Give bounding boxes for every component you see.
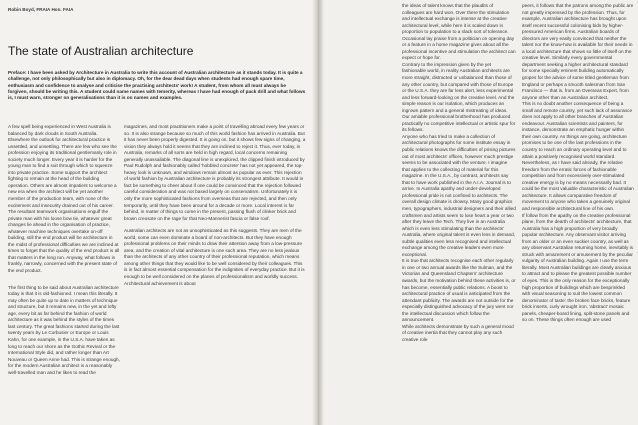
paragraph: Anyone who has tried to make a collection of architectural photographs for some institute essay in public relations knows the difficulties of prising pictures out of most architects' offices, however much prestige seems to be associated with the venture. I imagine that applies to the collecting of material for this magazine. In the U.S.A., by contrast, architects say that to have work published in the A.I.A. Journal is to arrive. In Australia apathy and under-developed professional pride is not confined to architects. The overall design climate is drowsy. Many good graphics men, typographers, industrial designers and their allied craftsmen and artists seem to lose heart a year or two after they leave the Tech. They live in an Australia which is even less stimulating than the architects' Australia, where original talent is even less in demand, subtle qualities even less recognised and intellectual exchange among the creative leaders even more exceptional. bbox=[402, 133, 516, 257]
paragraph: If follow from the apathy on the creative professional plane, from the dearth of architects' architecture, that Australia has a high proportion of very broadly popular architecture. Any observant visitor arriving from an older or an even suckier country, as well as any observant Australian returning home, inevitably is struck with amazement or amusement by the peculiar vulgarity of Australian building. Again I use the term literally. Most Australian buildings are clearly anxious to attract and to please the greatest possible number of eyes. This is the only reason for the exceptionally high proportion of buildings which are besprinkled with visual seasoning to suit the lowest common denominator of taste: the broken face bricks, feature brick inserts, curly wrought iron, 'abstract' mosaic panels, cheaper-board lining, split-stone panels and so on. These things often enough are used bbox=[522, 212, 633, 323]
preface-paragraph bbox=[8, 70, 306, 101]
paragraph: It is true that architects recognise each other regularly in one or two annual awards like the Sulman, and the Victorian and Queensland Chapters' architecture awards, but the motivation behind these activities is, or has become, essentially public relations. A boost to architectural practice of usual is anticipated from the attendant publicity. The awards are not outside for the especially distinguished advocacy of the jury went nor the intellectual discussion which follow the announcement. bbox=[402, 258, 516, 323]
left-page-column-2 bbox=[124, 124, 306, 287]
paragraph: peers, it follows that the patrons among the public are not greatly impressed by the profession. Thus, for example, Australian architecture has brought upon itself recent successful colonising bids by higher-pressured American firms. Australian boards of directors are very easily convinced that neither the talent nor the know-how is available for their needs in a local architecture that shows so little of itself on the creative level. Similarly every governmental department seeking a higher architectural standard for some specially eminent building automatically gropes for the advice of some titled gentleman from England or perhaps a smooth salesman from San Francisco — that is, from an Overseas Expert, from anyone other than an Australian architect. bbox=[522, 3, 634, 100]
right-page-column-2 bbox=[522, 3, 634, 324]
paragraph: magazines, and most practitioners make a point of travelling abroad every few years or so. It is also strange because so much of this world fashion has arrived in Australia. But it has never been properly digested. It is going on, but it shows few signs of changing, a vision they always hold it seems that they are inclined to reject it. Thus, ever today, in Australia, remarks of all sorts are held in high regard, local concerns remaining generally unassailable. The diagonal line is unexplored, the clipped finish introduced by Paul Rudolph and fashionably called 'hobbled concrete' has not yet appeared, the top-heavy look is unknown, and windows remain almost as popular as ever. This rejection of world fashion by Australian architecture is probably its strongest attribute. It would in fact be something to cheer about if one could be convinced that the rejection followed careful consideration and was not based largely on conservatism. Unfortunately it is only the more sophisticated fashions from overseas that are rejected, and then only temporarily, until they have been around for a decade or more. Local interest is far behind, in matter of things to come in the present, passing flush of clinker brick and brown creosote on the rage for that Neo-Mannerist fascia or false roof. bbox=[124, 124, 306, 221]
paragraph: A few spell being experienced in West Australia is balanced by dark clouds in South Australia. Elsewhere the outlook for architectural practice is unsettled, and unsettling. There are few who see the profession enjoying its traditional gentlemanly role in society much longer. Every year it is harder for the young man to find a suit through which to squeeze into private practice. Some support the architect fighting to remain at the head of the building operation. Others are almost impatient to welcome a new era when the architect will be yet another member of the production team, with none of the excitement and insecurity drained out of his career. The resultant teamwork organisations engulf the private man with his loose bow tie, whatever great changes lie ahead in the organisation of practice, whatever machine techniques overtake on-off building, still the end product will be architecture in the midst of professional difficulties we are inclined at times to forget that the quality of the end product is all that matters in the long run. Anyway, what follows is frankly, narrowly, concerned with the present state of the end product. bbox=[8, 124, 120, 274]
paragraph: This is no doubt another consequence of being a small and remote country, yet such lack of assurance does not apply to all other branches of Australian endeavour. Australian scientists and painters, for instance, demonstrate an emphatic hunger within their own country. As things are going, architecture promises to be one of the last professions in the country to reach an ordinary operating level and to attain a positively recognised world standard. bbox=[522, 101, 633, 159]
left-page bbox=[0, 0, 316, 425]
author-byline: Robin Boyd, FRAIA Hon. FAIA bbox=[8, 7, 74, 12]
preface-text: Preface: I have been asked by Architecture in Australia to write this account of Australian architecture as it stands today. It is quite a challenge, not only philosophically but also in diplomacy. Oh, for the dear dead days when students had enough spare time, enthusiasm and confidence to analyse and criticise the practising architects' work! A student, from whom all must always be forgiven, should be writing this. A student could name names with temerity, whereas I have had enough of pack drill and what follows is, I must warn, stronger on generalisations than it is on names and examples. bbox=[8, 70, 306, 101]
paragraph: the ideas of talent knows that the plaudits of colleagues are hard won. Over there the stimulation and intellectual exchange is intense at the creative architectural level, while here it is scaled down in proportion to population to a slack sort of tolerance. Occasional lay praise from a politician on opening day or a feature in a home magazine gives about all the professional incentive and stimulation the architect can expect or hope for. bbox=[402, 3, 516, 61]
right-page-column-1 bbox=[402, 3, 516, 343]
paragraph: Contrary to the impression given by the yet fashionable world, in reality Australian architects are more straight, distracted or unbalanced than those of any other country, but compared with those of Europe or the U.S.A. they are far less alert, less experimental and less forward-looking on the creative level. And the simple reason is our isolation, which produces an ingrown pattern and a general mistreating of ideas. Our amiable professional brotherhood has produced practically no competitive intellectual or artistic spur for its fellows. bbox=[402, 61, 516, 133]
paragraph: While architects demonstrate by such a general mood of creative inertia that they cannot play any such creative role bbox=[402, 323, 514, 342]
left-page-column-1 bbox=[8, 124, 120, 376]
paragraph: Australian architects are not as unsophisticated as this suggests. They are men of the world, some can even dominate a board of non-architects. But they have enough professional problems on their minds to draw their attention away from a low-pressure area, and the creation of vital architecture is one such area. They are no less jealous than the architects of any other country of their professional reputation, which means among other things that they would like to be well considered by their colleagues. This is in fact almost essential compensation for the indignities of everyday practice. But it is enough to be well considered on the planes of professionalism and worldly success. Architectural achievement is about bbox=[124, 228, 305, 286]
paragraph: Nevertheless, as I have said already, the relative freedom from the erratic forces of fashionable competition and from excessively over-stimulated creative energy is by no means necessarily bad. It could be the most valuable characteristic of Australian architecture. It allows comparative freedom of movement to anyone who takes a genuinely original and responsible architectural line of his own. bbox=[522, 160, 634, 211]
right-page bbox=[320, 0, 638, 425]
book-gutter bbox=[312, 0, 324, 425]
article-title: The state of Australian architecture bbox=[8, 44, 194, 58]
paragraph: The first thing to be said about Australian architecture today is that it is old-fashioned. I mean this literally. It may often be quite up to date in matters of technique and structure, but it remains new, in the yet and lofty age, every bit as far behind the fashion of world architecture as it was behind the styles of the times last century. The great fashions started during the last twenty years by Le Corbusier or Europe or Louis Kahn, for one example, in the U.S.A. have taken as long to reach our shore as the Gothic Revival or the International Style did, and rather longer than Art Nouveau or Queen Anne had. This is strange enough, for the modern Australian architect is a reasonably well-travelled man and he likes to read the bbox=[8, 284, 120, 375]
